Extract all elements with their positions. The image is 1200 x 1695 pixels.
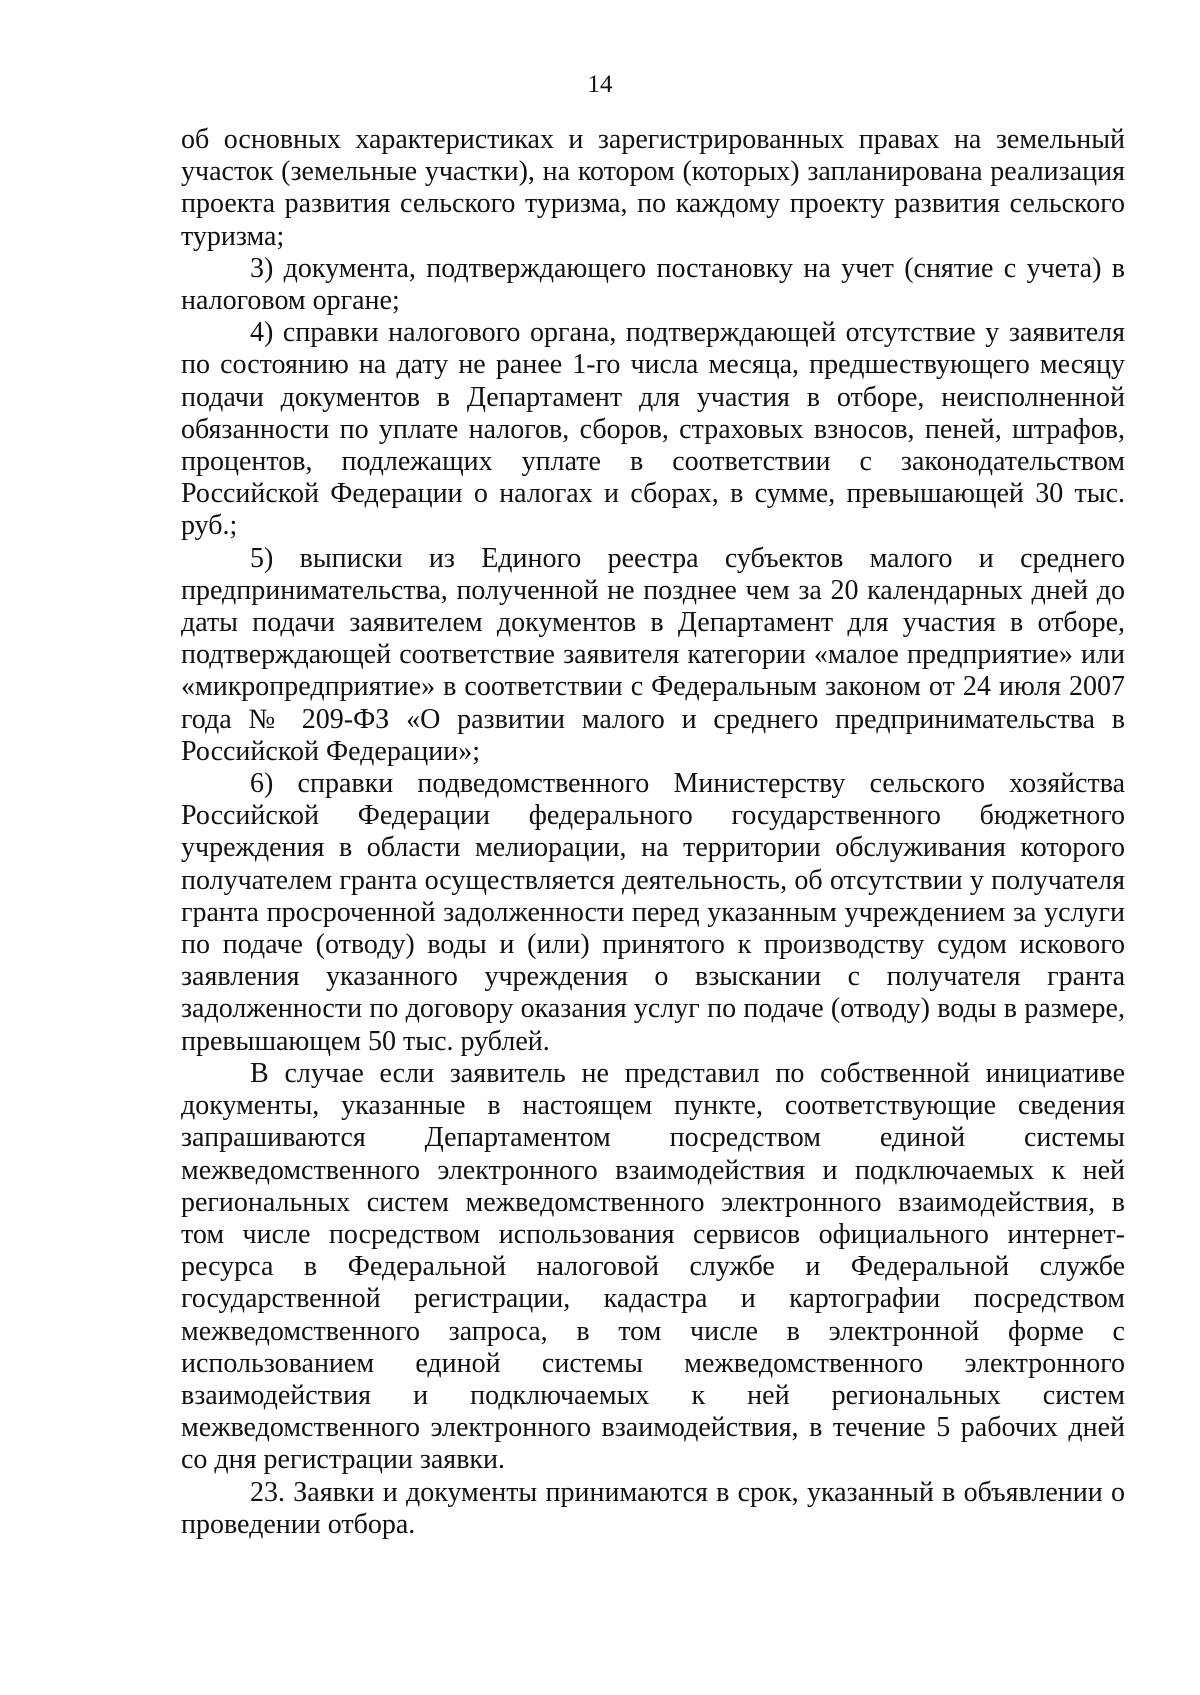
document-body: [181, 124, 1125, 1541]
paragraph-item-4: 4) справки налогового органа, подтверждающей отсутствие у заявителя по состоянию на дату не ранее 1-го числа месяца, предшествующего месяцу подачи документов в Департамент для участия в отборе, неисполненной обязанности по уплате налогов, сборов, страховых взносов, пеней, штрафов, процентов, подлежащих уплате в соответствии с законодательством Российской Федерации о налогах и сборах, в сумме, превышающей 30 тыс. руб.;: [181, 317, 1125, 542]
paragraph-interagency-request: В случае если заявитель не представил по собственной инициативе документы, указанные в настоящем пункте, соответствующие сведения запрашиваются Департаментом посредством единой системы межведомственного электронного взаимодействия и подключаемых к ней региональных систем межведомственного электронного взаимодействия, в том числе посредством использования сервисов официального интернет-ресурса в Федеральной налоговой службе и Федеральной службе государственной регистрации, кадастра и картографии посредством межведомственного запроса, в том числе в электронной форме с использованием единой системы межведомственного электронного взаимодействия и подключаемых к ней региональных систем межведомственного электронного взаимодействия, в течение 5 рабочих дней со дня регистрации заявки.: [181, 1057, 1125, 1476]
paragraph-item-6: 6) справки подведомственного Министерству сельского хозяйства Российской Федерации федерального государственного бюджетного учреждения в области мелиорации, на территории обслуживания которого получателем гранта осуществляется деятельность, об отсутствии у получателя гранта просроченной задолженности перед указанным учреждением за услуги по подаче (отводу) воды и (или) принятого к производству судом искового заявления указанного учреждения о взыскании с получателя гранта задолженности по договору оказания услуг по подаче (отводу) воды в размере, превышающем 50 тыс. рублей.: [181, 768, 1125, 1057]
paragraph-continuation: об основных характеристиках и зарегистрированных правах на земельный участок (земельные участки), на котором (которых) запланирована реализация проекта развития сельского туризма, по каждому проекту развития сельского туризма;: [181, 124, 1125, 252]
paragraph-item-5: 5) выписки из Единого реестра субъектов малого и среднего предпринимательства, полученной не позднее чем за 20 календарных дней до даты подачи заявителем документов в Департамент для участия в отборе, подтверждающей соответствие заявителя категории «малое предприятие» или «микропредприятие» в соответствии с Федеральным законом от 24 июля 2007 года № 209-ФЗ «О развитии малого и среднего предпринимательства в Российской Федерации»;: [181, 542, 1125, 767]
paragraph-item-3: 3) документа, подтверждающего постановку на учет (снятие с учета) в налоговом органе;: [181, 252, 1125, 317]
paragraph-clause-23: 23. Заявки и документы принимаются в срок, указанный в объявлении о проведении отбора.: [181, 1476, 1125, 1540]
page-number: 14: [587, 71, 613, 98]
